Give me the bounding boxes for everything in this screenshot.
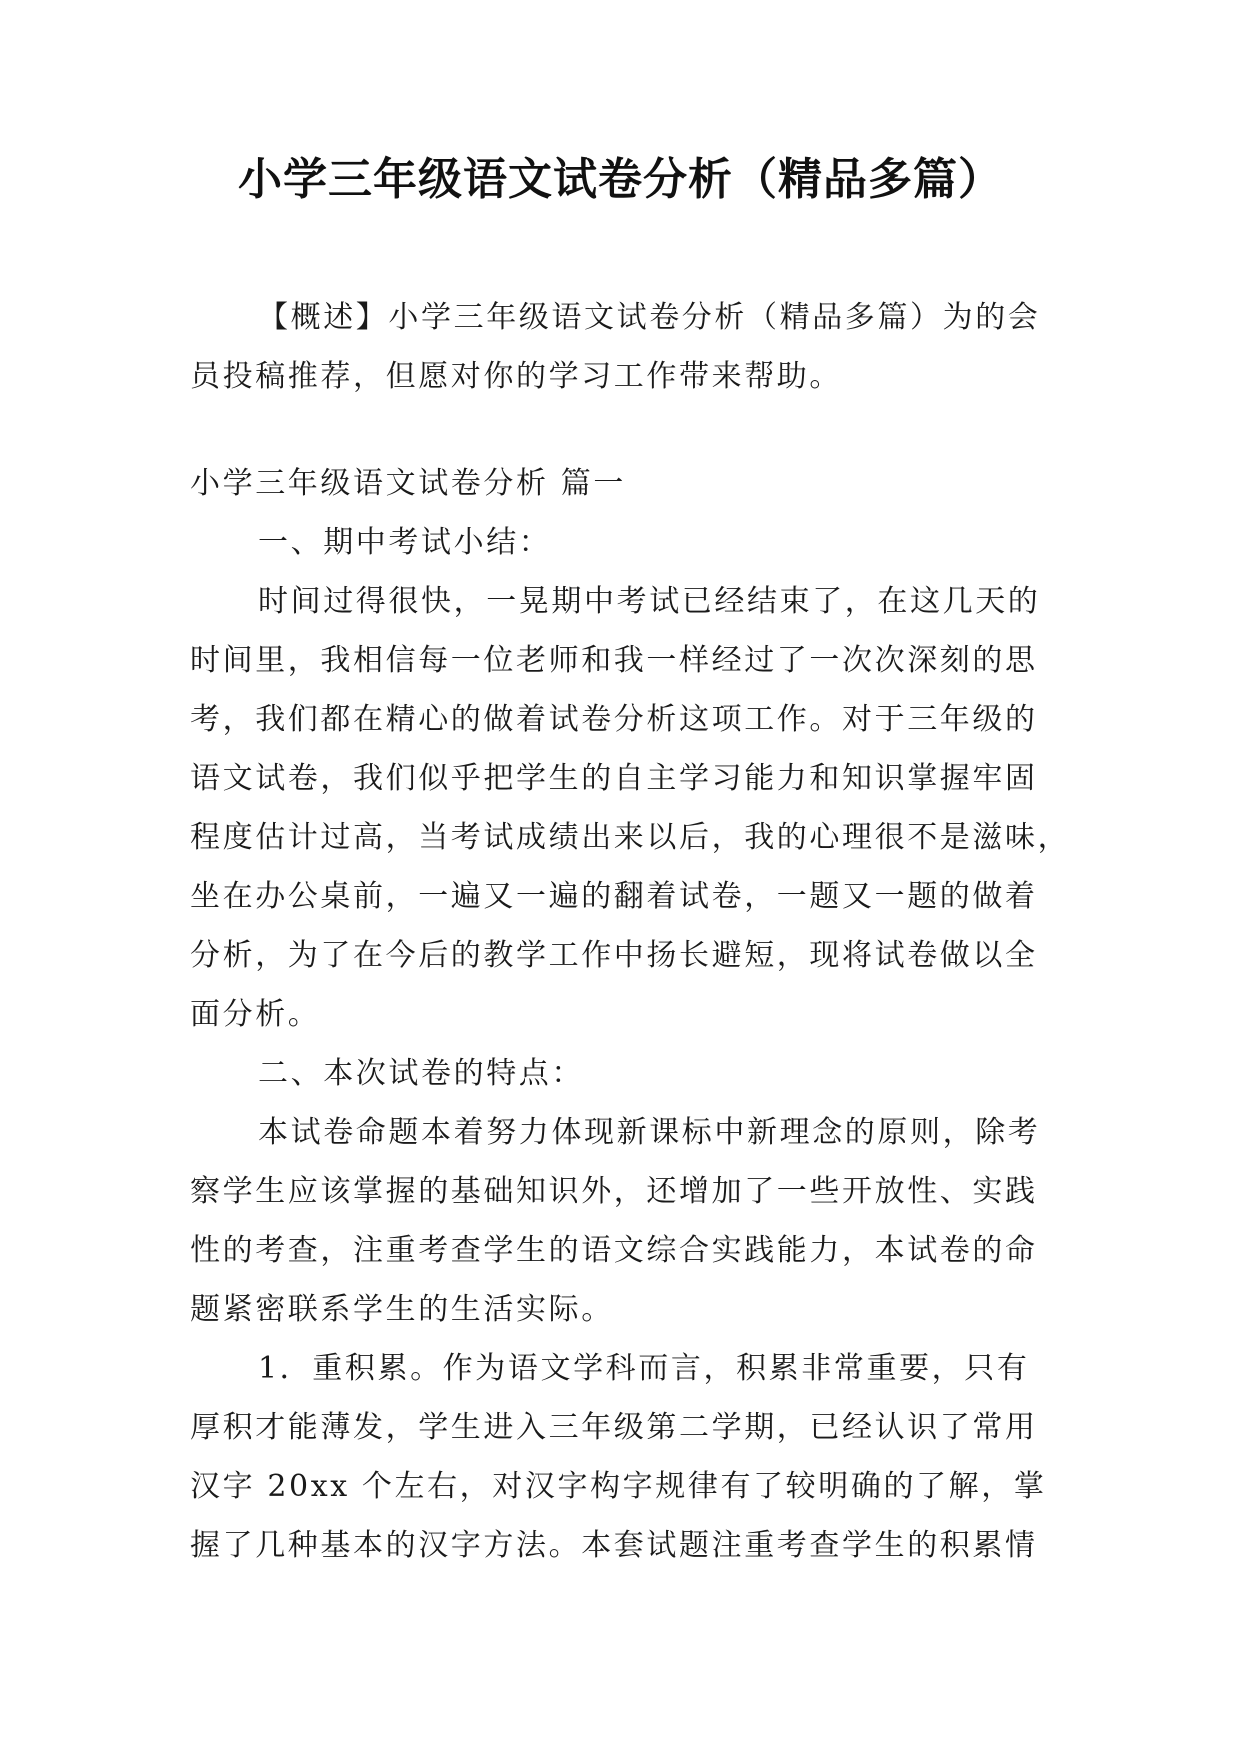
document-body bbox=[190, 288, 1071, 1575]
summary-line: 【概述】小学三年级语文试卷分析（精品多篇）为的会 bbox=[258, 300, 1041, 335]
paragraph-line: 时间里，我相信每一位老师和我一样经过了一次次深刻的思 bbox=[190, 643, 1038, 678]
paragraph-line: 题紧密联系学生的生活实际。 bbox=[190, 1292, 614, 1327]
paragraph-line: 厚积才能薄发，学生进入三年级第二学期，已经认识了常用 bbox=[190, 1410, 1038, 1445]
subheading-features: 二、本次试卷的特点： bbox=[258, 1056, 584, 1091]
paragraph-gap bbox=[190, 406, 1052, 454]
paragraph-summary bbox=[190, 572, 1071, 1044]
summary-paragraph bbox=[190, 288, 1052, 406]
paragraph-line: 察学生应该掌握的基础知识外，还增加了一些开放性、实践 bbox=[190, 1174, 1038, 1209]
paragraph-line: 坐在办公桌前，一遍又一遍的翻着试卷，一题又一题的做着 bbox=[190, 879, 1038, 914]
paragraph-line: 握了几种基本的汉字方法。本套试题注重考查学生的积累情 bbox=[190, 1528, 1038, 1563]
document-title: 小学三年级语文试卷分析（精品多篇） bbox=[238, 154, 1003, 205]
summary-line: 员投稿推荐，但愿对你的学习工作带来帮助。 bbox=[190, 359, 842, 394]
paragraph-features bbox=[190, 1103, 1052, 1339]
subheading-summary: 一、期中考试小结： bbox=[258, 525, 552, 560]
paragraph-line: 汉字 20xx 个左右，对汉字构字规律有了较明确的了解，掌 bbox=[190, 1469, 1047, 1504]
section-heading: 小学三年级语文试卷分析 篇一 bbox=[190, 466, 626, 501]
paragraph-line: 本试卷命题本着努力体现新课标中新理念的原则，除考 bbox=[258, 1115, 1041, 1150]
paragraph-line: 考，我们都在精心的做着试卷分析这项工作。对于三年级的 bbox=[190, 702, 1038, 737]
paragraph-line: 语文试卷，我们似乎把学生的自主学习能力和知识掌握牢固 bbox=[190, 761, 1038, 796]
paragraph-line: 时间过得很快，一晃期中考试已经结束了，在这几天的 bbox=[258, 584, 1041, 619]
paragraph-line: 分析，为了在今后的教学工作中扬长避短，现将试卷做以全 bbox=[190, 938, 1038, 973]
paragraph-accumulation bbox=[190, 1339, 1052, 1575]
paragraph-line: 面分析。 bbox=[190, 997, 321, 1032]
paragraph-line: 性的考查，注重考查学生的语文综合实践能力，本试卷的命 bbox=[190, 1233, 1038, 1268]
paragraph-line: 1．重积累。作为语文学科而言，积累非常重要，只有 bbox=[258, 1351, 1030, 1386]
paragraph-line: 程度估计过高，当考试成绩出来以后，我的心理很不是滋味， bbox=[190, 820, 1071, 855]
